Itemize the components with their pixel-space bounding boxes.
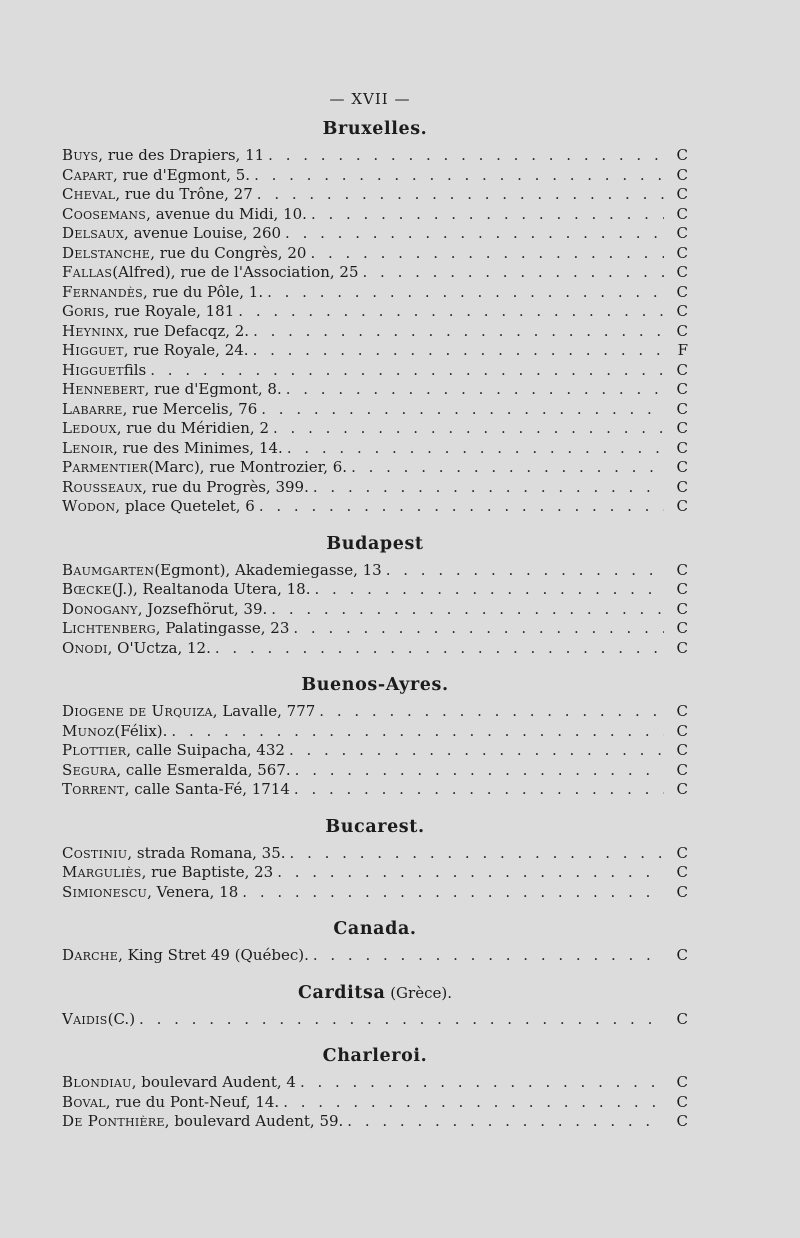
entry-name: Marguliès: [62, 863, 142, 881]
directory-entry: [62, 263, 688, 283]
entry-name: Boval: [62, 1092, 106, 1111]
entry-code: C: [676, 185, 688, 203]
city-heading-text: Canada.: [333, 919, 417, 939]
entry-name: Blondiau: [62, 1073, 132, 1091]
dot-leader: [253, 341, 664, 361]
entry-code: C: [676, 638, 688, 657]
dot-leader: [150, 361, 664, 381]
entry-address: , rue du Trône, 27: [115, 185, 253, 203]
directory-listing: [62, 118, 688, 1148]
entry-name: Labarre: [62, 399, 123, 418]
dot-leader: [259, 497, 664, 517]
entry-address: , rue Royale, 24.: [123, 341, 249, 359]
entry-code: C: [676, 419, 688, 437]
dot-leader: [215, 639, 664, 659]
dot-leader: [261, 400, 664, 420]
dot-leader: [300, 1073, 664, 1093]
dot-leader: [242, 883, 664, 903]
directory-entry: [62, 639, 688, 659]
dot-leader: [238, 302, 664, 322]
city-heading: [62, 982, 688, 1004]
directory-entry: [62, 419, 688, 439]
entry-code: C: [676, 863, 688, 881]
entry-code: C: [676, 146, 688, 164]
directory-entry: [62, 400, 688, 420]
dot-leader: [287, 439, 664, 459]
entry-code: C: [676, 741, 688, 759]
city-section: [62, 674, 688, 800]
dot-leader: [311, 205, 664, 225]
entry-code: C: [676, 243, 688, 262]
dot-leader: [386, 561, 664, 581]
dot-leader: [313, 946, 664, 966]
city-heading: [62, 816, 688, 838]
entry-address: , calle Santa-Fé, 1714: [124, 780, 290, 798]
entry-code: C: [676, 1092, 688, 1111]
directory-entry: [62, 619, 688, 639]
entry-name: Lenoir: [62, 438, 114, 457]
entry-name: Delstanche: [62, 243, 151, 262]
entry-code: C: [676, 477, 688, 496]
entry-address: , rue du Congrès, 20: [150, 243, 307, 262]
entry-address: , avenue Louise, 260: [124, 224, 282, 242]
entry-address: , rue Defacqz, 2.: [123, 321, 250, 340]
dot-leader: [253, 322, 664, 342]
entry-address: , Jozsefhörut, 39.: [137, 599, 268, 618]
directory-entry: [62, 146, 688, 166]
entry-code: C: [676, 263, 688, 281]
city-section: [62, 533, 688, 659]
entry-name: Fernandès: [62, 282, 143, 301]
dot-leader: [313, 478, 664, 498]
dot-leader: [285, 224, 664, 244]
directory-entry: [62, 224, 688, 244]
city-heading: [62, 533, 688, 555]
entry-code: C: [676, 497, 688, 515]
entry-name: Plottier: [62, 741, 127, 759]
directory-entry: [62, 1112, 688, 1132]
entry-code: C: [676, 599, 688, 618]
city-section: [62, 1045, 688, 1132]
dot-leader: [295, 761, 664, 781]
dot-leader: [315, 580, 665, 600]
directory-entry: [62, 1093, 688, 1113]
dot-leader: [171, 722, 664, 742]
city-heading-note: (Grèce).: [385, 983, 452, 1002]
entry-code: C: [676, 380, 688, 398]
entry-address: , Venera, 18: [147, 882, 239, 901]
dot-leader: [293, 619, 664, 639]
entry-address: , rue Baptiste, 23: [141, 863, 274, 881]
directory-entry: [62, 283, 688, 303]
entry-code: C: [676, 580, 688, 598]
entry-address: (C.): [107, 1009, 136, 1028]
city-heading: [62, 918, 688, 940]
entry-address: , rue des Drapiers, 11: [98, 146, 265, 164]
dot-leader: [310, 244, 664, 264]
directory-entry: [62, 702, 688, 722]
entry-code: C: [676, 360, 688, 379]
dot-leader: [283, 1093, 664, 1113]
entry-code: C: [676, 619, 688, 637]
directory-entry: [62, 478, 688, 498]
entry-name: Segura: [62, 760, 117, 779]
entry-name: Diogene de Urquiza: [62, 702, 213, 720]
entry-code: C: [676, 946, 688, 964]
dot-leader: [290, 844, 664, 864]
entry-name: Darche: [62, 946, 119, 964]
entry-code: F: [677, 341, 688, 359]
entry-name: Baumgarten: [62, 560, 155, 579]
entry-address: , boulevard Audent, 4: [131, 1073, 296, 1091]
entry-name: Higguet: [62, 360, 124, 379]
directory-entry: [62, 205, 688, 225]
entry-name: Wodon: [62, 497, 116, 515]
entry-address: (Egmont), Akademiegasse, 13: [154, 560, 382, 579]
entry-address: , rue Royale, 181: [104, 302, 235, 320]
entry-name: Lichtenberg: [62, 619, 156, 637]
entry-code: C: [676, 282, 688, 301]
entry-address: , rue du Méridien, 2: [116, 419, 269, 437]
entry-address: , rue des Minimes, 14.: [113, 438, 283, 457]
entry-code: C: [676, 1073, 688, 1091]
directory-entry: [62, 561, 688, 581]
entry-name: Onodi: [62, 638, 108, 657]
entry-name: Donogany: [62, 599, 138, 618]
dot-leader: [363, 263, 664, 283]
entry-address: , avenue du Midi, 10.: [146, 204, 307, 223]
city-section: [62, 982, 688, 1030]
entry-name: Fallas: [62, 263, 113, 281]
directory-entry: [62, 722, 688, 742]
entry-address: , King Stret 49 (Québec).: [118, 946, 309, 964]
city-heading-text: Bucarest.: [325, 816, 425, 837]
dot-leader: [277, 863, 664, 883]
directory-entry: [62, 844, 688, 864]
directory-entry: [62, 439, 688, 459]
entry-address: (Félix).: [114, 721, 168, 740]
dot-leader: [271, 600, 664, 620]
entry-address: , rue du Pont-Neuf, 14.: [105, 1092, 280, 1111]
directory-entry: [62, 761, 688, 781]
directory-entry: [62, 1073, 688, 1093]
entry-name: Costiniu: [62, 843, 128, 862]
entry-code: C: [676, 843, 688, 862]
entry-name: Cheval: [62, 185, 116, 203]
entry-address: , place Quetelet, 6: [115, 497, 255, 515]
entry-code: C: [676, 399, 688, 418]
entry-code: C: [676, 721, 688, 740]
city-heading-text: Budapest: [326, 533, 424, 554]
dot-leader: [254, 166, 664, 186]
entry-address: (J.), Realtanoda Utera, 18.: [111, 580, 311, 598]
directory-entry: [62, 600, 688, 620]
entry-name: Parmentier: [62, 458, 149, 476]
dot-leader: [351, 458, 664, 478]
dot-leader: [319, 702, 664, 722]
directory-entry: [62, 580, 688, 600]
entry-address: , boulevard Audent, 59.: [164, 1112, 344, 1130]
directory-entry: [62, 1010, 688, 1030]
dot-leader: [286, 380, 664, 400]
entry-name: Higguet: [62, 341, 124, 359]
directory-entry: [62, 244, 688, 264]
entry-address: , Lavalle, 777: [212, 702, 316, 720]
city-heading: [62, 1045, 688, 1067]
entry-code: C: [676, 760, 688, 779]
entry-code: C: [676, 1112, 688, 1130]
entry-name: Vaidis: [62, 1009, 108, 1028]
directory-entry: [62, 458, 688, 478]
directory-entry: [62, 741, 688, 761]
entry-address: , rue du Progrès, 399.: [142, 477, 309, 496]
directory-entry: [62, 863, 688, 883]
city-section: [62, 118, 688, 517]
entry-code: C: [676, 204, 688, 223]
dot-leader: [294, 780, 664, 800]
dot-leader: [257, 185, 664, 205]
entry-name: Capart: [62, 165, 113, 184]
dot-leader: [267, 283, 664, 303]
dot-leader: [347, 1112, 664, 1132]
entry-code: C: [676, 321, 688, 340]
entry-address: , O'Uctza, 12.: [107, 638, 211, 657]
dot-leader: [289, 741, 664, 761]
directory-entry: [62, 946, 688, 966]
directory-entry: [62, 322, 688, 342]
entry-name: Delsaux: [62, 224, 125, 242]
directory-entry: [62, 883, 688, 903]
entry-code: C: [676, 302, 688, 320]
dot-leader: [139, 1010, 664, 1030]
entry-name: Coosemans: [62, 204, 147, 223]
dot-leader: [268, 146, 664, 166]
entry-name: Hennebert: [62, 380, 145, 398]
city-heading: [62, 118, 688, 140]
entry-name: Buys: [62, 146, 99, 164]
city-heading: [62, 674, 688, 696]
directory-entry: [62, 497, 688, 517]
entry-name: Goris: [62, 302, 105, 320]
city-section: [62, 816, 688, 903]
directory-entry: [62, 302, 688, 322]
entry-code: C: [676, 560, 688, 579]
directory-entry: [62, 780, 688, 800]
entry-address: , calle Suipacha, 432: [126, 741, 285, 759]
page-number: — XVII —: [329, 90, 411, 108]
entry-name: Torrent: [62, 780, 125, 798]
entry-address: , rue Mercelis, 76: [122, 399, 258, 418]
city-heading-text: Carditsa: [297, 982, 386, 1003]
entry-name: Bœcke: [62, 580, 112, 598]
entry-code: C: [676, 702, 688, 720]
entry-address: fils: [123, 360, 147, 379]
entry-code: C: [676, 780, 688, 798]
city-section: [62, 918, 688, 966]
entry-name: Simionescu: [62, 882, 148, 901]
entry-address: , calle Esmeralda, 567.: [116, 760, 291, 779]
directory-entry: [62, 185, 688, 205]
entry-name: Rousseaux: [62, 477, 143, 496]
city-heading-text: Buenos-Ayres.: [301, 675, 449, 695]
entry-address: , rue d'Egmont, 5.: [112, 165, 251, 184]
entry-code: C: [676, 224, 688, 242]
entry-address: , Palatingasse, 23: [155, 619, 290, 637]
entry-name: Munoz: [62, 721, 115, 740]
entry-address: , strada Romana, 35.: [127, 843, 286, 862]
entry-code: C: [676, 1009, 688, 1028]
entry-code: C: [676, 165, 688, 184]
city-heading-text: Charleroi.: [322, 1046, 428, 1066]
entry-address: , rue du Pôle, 1.: [143, 282, 264, 301]
entry-code: C: [676, 882, 688, 901]
entry-address: (Alfred), rue de l'Association, 25: [112, 263, 359, 281]
entry-code: C: [676, 438, 688, 457]
city-heading-text: Bruxelles.: [322, 119, 428, 139]
dot-leader: [273, 419, 664, 439]
directory-entry: [62, 361, 688, 381]
directory-entry: [62, 380, 688, 400]
entry-address: (Marc), rue Montrozier, 6.: [148, 458, 348, 476]
entry-name: Ledoux: [62, 419, 117, 437]
entry-name: De Ponthière: [62, 1112, 165, 1130]
entry-address: , rue d'Egmont, 8.: [144, 380, 282, 398]
entry-code: C: [676, 458, 688, 476]
entry-name: Heyninx: [62, 321, 124, 340]
directory-entry: [62, 166, 688, 186]
directory-entry: [62, 341, 688, 361]
